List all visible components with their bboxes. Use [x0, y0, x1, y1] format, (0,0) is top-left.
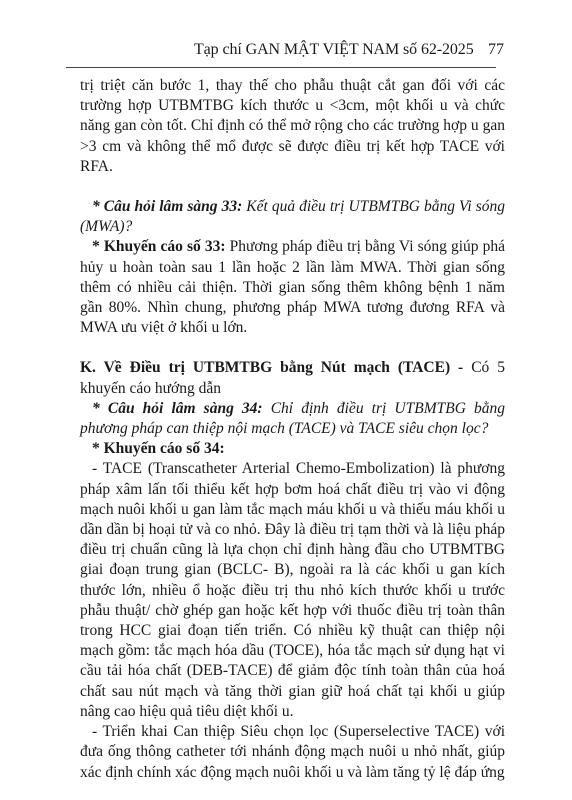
- page-number: 77: [488, 41, 504, 58]
- clinical-question-33: [80, 197, 505, 237]
- tace-bullet: - TACE (Transcatheter Arterial Chemo-Embolization) là phương pháp xâm lấn tối thiểu kết hợp bơm hoá chất điều trị vào vi động mạch nuôi khối u gan làm tắc mạch máu khối u và thiếu máu khối u dần dần bị hoại tử và co nhỏ. Đây là điều trị tạm thời và là liệu pháp điều trị chuẩn cũng là lựa chọn chỉ định hàng đầu cho UTBMTBG giai đoạn trung gian (BCLC- B), ngoài ra là các khối u gan kích thước lớn, nhiều ổ hoặc điều trị thu nhỏ kích thước khối u trước phẫu thuật/ chờ ghép gan hoặc kết hợp với thuốc điều trị toàn thân trong HCC giai đoạn tiến triển. Có nhiều kỹ thuật can thiệp nội mạch gồm: tắc mạch hóa dầu (TOCE), hóa tắc mạch sử dụng hạt vi cầu tải hóa chất (DEB-TACE) để giảm độc tính toàn thân của hoá chất sau nút mạch và tăng thời gian giữ hoá chất tại khối u giúp nâng cao hiệu quả tiêu diệt khối u.: [80, 460, 505, 720]
- recommendation-34: [80, 439, 505, 459]
- question-33-text: Kết quả điều trị UTBMTBG bằng Vi sóng (MWA)?: [80, 198, 505, 236]
- question-33-label: * Câu hỏi lâm sàng 33:: [92, 198, 243, 216]
- recommendation-33-label: * Khuyến cáo số 33:: [92, 238, 226, 256]
- clinical-question-34: [80, 399, 505, 439]
- page-header: [0, 41, 572, 65]
- recommendation-34-label: * Khuyến cáo số 34:: [92, 440, 225, 458]
- recommendation-33: [80, 237, 505, 338]
- section-k-heading: [80, 358, 505, 398]
- recommendation-33-text: Phương pháp điều trị bằng Vi sóng giúp phá hủy u hoàn toàn sau 1 lần hoặc 2 lần làm MWA. Thời gian sống thêm có nhiều cải thiện. Thời gian sống thêm không bệnh 1 năm gần 80%. Nhìn chung, phương pháp MWA tương đương RFA và MWA ưu việt ở khối u lớn.: [80, 238, 505, 337]
- header-rule: [66, 67, 496, 68]
- section-k-text: Có 5 khuyến cáo hướng dẫn: [80, 359, 505, 397]
- question-34-text: Chỉ định điều trị UTBMTBG bằng phương pháp can thiệp nội mạch (TACE) và TACE siêu chọn lọc?: [80, 399, 506, 438]
- paragraph-rfa-continuation: trị triệt căn bước 1, thay thế cho phẫu thuật cắt gan đối với các trường hợp UTBMTBG kích thước u <3cm, một khối u và chức năng gan còn tốt. Chỉ định có thể mở rộng cho các trường hợp u gan >3 cm và không thể mổ được sẽ được điều trị kết hợp TACE với RFA.: [80, 77, 505, 175]
- article-body: [80, 76, 505, 783]
- section-k-title: K. Về Điều trị UTBMTBG bằng Nút mạch (TACE) -: [80, 359, 464, 377]
- question-34-label: * Câu hỏi lâm sàng 34:: [92, 399, 263, 417]
- journal-title: Tạp chí GAN MẬT VIỆT NAM số 62-2025: [194, 41, 474, 58]
- superselective-tace-bullet: - Triển khai Can thiệp Siêu chọn lọc (Superselective TACE) với đưa ống thông catheter tới nhánh động mạch nuôi u nhỏ nhất, giúp xác định chính xác động mạch nuôi khối u và làm tăng tỷ lệ đáp ứng: [80, 723, 505, 781]
